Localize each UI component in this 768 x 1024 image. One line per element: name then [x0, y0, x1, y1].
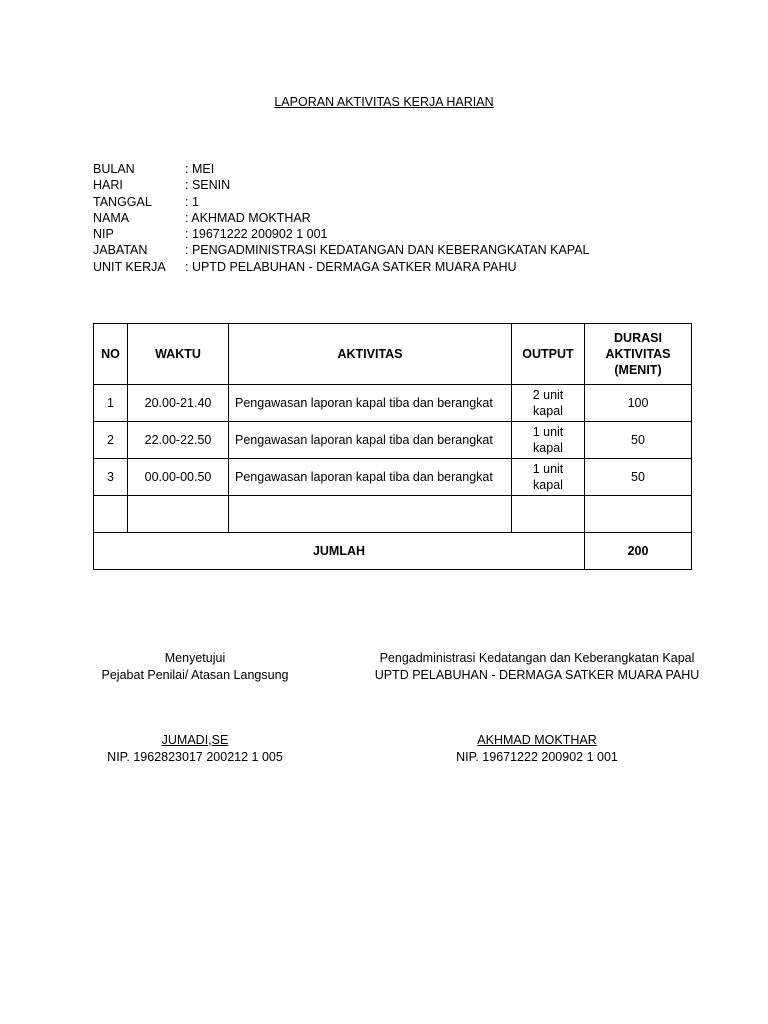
info-label: TANGGAL: [93, 194, 152, 209]
table-header-row: [94, 324, 692, 385]
cell-no: 1: [94, 385, 128, 422]
info-block: [93, 161, 589, 275]
info-row-unit-kerja: [93, 259, 589, 275]
info-row-nip: [93, 226, 589, 242]
header-durasi-line3: (MENIT): [614, 363, 662, 377]
table-row: [94, 459, 692, 496]
header-waktu: WAKTU: [128, 324, 229, 385]
cell-output-line2: kapal: [533, 478, 563, 492]
info-row-hari: [93, 177, 589, 193]
header-no: NO: [94, 324, 128, 385]
signature-right-line1: Pengadministrasi Kedatangan dan Keberangkatan Kapal: [379, 651, 695, 665]
cell-durasi: 50: [585, 422, 692, 459]
info-value: : MEI: [185, 162, 215, 176]
document-title: LAPORAN AKTIVITAS KERJA HARIAN: [274, 95, 494, 109]
cell-output-line1: 2 unit: [532, 388, 564, 402]
header-output: OUTPUT: [512, 324, 585, 385]
table-total-row: [94, 533, 692, 570]
info-row-nama: [93, 210, 589, 226]
info-label: JABATAN: [93, 243, 148, 258]
cell-empty: [512, 496, 585, 533]
signature-left-name: JUMADI,SE: [161, 733, 229, 747]
info-label: HARI: [93, 178, 123, 193]
cell-output: [512, 422, 585, 459]
cell-output-line2: kapal: [533, 441, 563, 455]
info-row-tanggal: [93, 194, 589, 210]
info-label: BULAN: [93, 162, 135, 176]
signature-right-line2: UPTD PELABUHAN - DERMAGA SATKER MUARA PAHU: [374, 668, 700, 682]
cell-empty: [229, 496, 512, 533]
info-label: UNIT KERJA: [93, 259, 166, 274]
signature-right-header: [370, 650, 704, 684]
info-value: : UPTD PELABUHAN - DERMAGA SATKER MUARA PAHU: [185, 259, 517, 274]
total-label: JUMLAH: [94, 533, 585, 570]
info-label: NAMA: [93, 210, 130, 225]
signature-left-nip: NIP. 1962823017 200212 1 005: [107, 750, 283, 764]
signature-left-header: [95, 650, 295, 684]
header-aktivitas: AKTIVITAS: [229, 324, 512, 385]
cell-waktu: 22.00-22.50: [128, 422, 229, 459]
table-row: [94, 422, 692, 459]
header-durasi: [585, 324, 692, 385]
signature-left-block: [95, 732, 295, 766]
cell-output: [512, 385, 585, 422]
signature-right-nip: NIP. 19671222 200902 1 001: [456, 750, 618, 764]
cell-output-line2: kapal: [533, 404, 563, 418]
cell-empty: [128, 496, 229, 533]
header-durasi-line2: AKTIVITAS: [605, 347, 671, 361]
signature-right-name: AKHMAD MOKTHAR: [477, 733, 597, 747]
table-row: [94, 385, 692, 422]
cell-aktivitas: Pengawasan laporan kapal tiba dan berangkat: [229, 422, 512, 459]
total-value: 200: [585, 533, 692, 570]
cell-aktivitas: Pengawasan laporan kapal tiba dan berangkat: [229, 385, 512, 422]
header-durasi-line1: DURASI: [614, 331, 662, 345]
signature-left-line1: Menyetujui: [164, 651, 226, 665]
cell-empty: [94, 496, 128, 533]
cell-waktu: 00.00-00.50: [128, 459, 229, 496]
activity-table: [93, 323, 692, 570]
info-row-jabatan: [93, 242, 589, 258]
signature-right-block: [370, 732, 704, 766]
info-value: : PENGADMINISTRASI KEDATANGAN DAN KEBERANGKATAN KAPAL: [185, 243, 590, 258]
cell-durasi: 100: [585, 385, 692, 422]
info-value: : 1: [185, 194, 199, 209]
info-row-bulan: [93, 161, 589, 177]
cell-output-line1: 1 unit: [532, 425, 564, 439]
info-value: : SENIN: [185, 178, 231, 193]
cell-no: 2: [94, 422, 128, 459]
table-row-empty: [94, 496, 692, 533]
cell-waktu: 20.00-21.40: [128, 385, 229, 422]
cell-output: [512, 459, 585, 496]
signature-left-line2: Pejabat Penilai/ Atasan Langsung: [101, 668, 289, 682]
cell-aktivitas: Pengawasan laporan kapal tiba dan berangkat: [229, 459, 512, 496]
cell-no: 3: [94, 459, 128, 496]
info-value: : 19671222 200902 1 001: [185, 227, 328, 242]
cell-output-line1: 1 unit: [532, 462, 564, 476]
cell-empty: [585, 496, 692, 533]
info-label: NIP: [93, 227, 114, 242]
cell-durasi: 50: [585, 459, 692, 496]
info-value: : AKHMAD MOKTHAR: [185, 210, 311, 225]
